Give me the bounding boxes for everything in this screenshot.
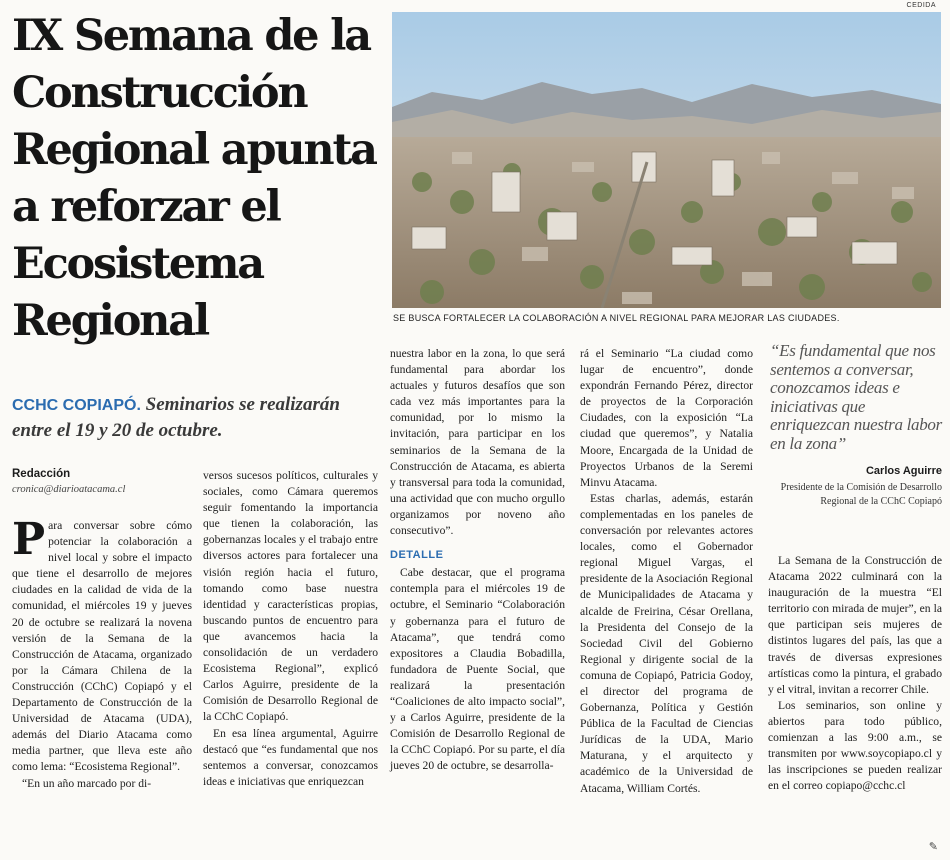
paragraph: En esa línea argumental, Aguirre destacó que “es fundamental que nos sentemos a conversar, conozcamos ideas e iniciativas que enriquezcan bbox=[203, 726, 378, 788]
byline-email[interactable]: cronica@diarioatacama.cl bbox=[12, 484, 126, 495]
subhead: Seminarios se realizarán entre el 19 y 20 de octubre. bbox=[12, 394, 340, 441]
column-2 bbox=[203, 468, 378, 790]
paragraph: La Semana de la Construcción de Atacama 2022 culminará con la inauguración de la muestra “El territorio con mirada de mujer”, en la que participan seis mujeres de distintos lugares del país, las que a través de diversas expresiones artísticas como la pintura, el grabado y el vitral, invitan a recorrer Chile. bbox=[768, 554, 942, 696]
paragraph: nuestra labor en la zona, lo que será fundamental para abordar los actuales y futuros desafíos que son cada vez más importantes para la comunidad, por lo mismo la invitación, para participar en los seminarios de la Semana de la Construcción de Atacama, es abierta y transversal para toda la comunidad, una actividad que con mucho orgullo organizamos por noveno año consecutivo”. bbox=[390, 347, 565, 538]
dropcap: P bbox=[12, 514, 46, 565]
pull-quote-role: Presidente de la Comisión de Desarrollo Regional de la CChC Copiapó bbox=[780, 482, 942, 507]
end-of-article-icon: ✎ bbox=[928, 840, 938, 853]
city-photo-illustration bbox=[392, 12, 941, 308]
column-3 bbox=[390, 346, 565, 774]
pull-quote-author: Carlos Aguirre bbox=[865, 465, 942, 477]
kicker: CCHC COPIAPÓ. bbox=[12, 397, 141, 414]
column-4 bbox=[580, 346, 753, 797]
paragraph: Estas charlas, además, estarán complementadas en los paneles de conversación por relevantes actores locales, como el Gobernador regional Miguel Vargas, el presidente de la Asociación Regional de Municipalidades de Atacama y alcalde de Freirina, César Orellana, la Presidenta del Consejo de la Sociedad Civil del Gobierno Regional y dirigente social de la comuna de Copiapó, Patricia Godoy, el director del programa de Gobernanza, Política y Gestión Pública de la Facultad de Ciencias Jurídicas de la UDA, Mario Maturana, y el arquitecto y académico de la Universidad de Atacama, William Cortés. bbox=[580, 491, 753, 795]
column-5 bbox=[768, 553, 942, 794]
section-heading-detalle: DETALLE bbox=[390, 549, 444, 562]
byline bbox=[12, 468, 192, 495]
paragraph: versos sucesos políticos, culturales y sociales, como Cámara queremos seguir fomentando la importancia que tienen la colaboración, las gobernanzas locales y el trabajo entre diversos actores para fortalecer una visión región hacia el futuro, tomando como base nuestra identidad y características propias, buscando puntos de encuentro para que avancemos hacia la consolidación de un verdadero Ecosistema Regional”, explicó Carlos Aguirre, presidente de la Comisión de Desarrollo Regional de la CChC Copiapó. bbox=[203, 469, 378, 724]
paragraph-text: ara conversar sobre cómo potenciar la colaboración a nivel local y sobre el impacto que tiene el desarrollo de mejores ciudades en la calidad de vida de la comunidad, el miércoles 19 y jueves 20 de octubre se realizará la novena versión de la Semana de la Construcción de Atacama, organizado por la Cámara Chilena de la Construcción (CChC) Copiapó y el Departamento de Construcción de la Universidad de Atacama (UDA), además del Diario Atacama como media partner, que lleva este año como lema: “Ecosistema Regional”. bbox=[12, 519, 192, 774]
photo-credit: CEDIDA bbox=[906, 2, 936, 9]
paragraph: “En un año marcado por di- bbox=[22, 776, 152, 790]
column-1 bbox=[12, 514, 192, 792]
lead-paragraph bbox=[12, 514, 192, 776]
paragraph: Los seminarios, son online y abiertos para todo público, comienzan a las 9:00 a.m., se transmiten por www.soycopiapo.cl y las inscripciones se pueden realizar en el correo copiapo@cchc.cl bbox=[768, 698, 942, 793]
byline-name: Redacción bbox=[12, 468, 71, 480]
photo-caption: SE BUSCA FORTALECER LA COLABORACIÓN A NIVEL REGIONAL PARA MEJORAR LAS CIUDADES. bbox=[393, 313, 840, 323]
paragraph: Cabe destacar, que el programa contempla para el miércoles 19 de octubre, el Seminario “Colaboración y gobernanza para el futuro de Atacama”, que tendrá como expositores a Claudia Bobadilla, fundadora de Puente Social, que realizará la presentación “Coaliciones de alto impacto social”, y a Carlos Aguirre, presidente de la Comisión de Desarrollo Regional de la CChC Copiapó. Por su parte, el día jueves 20 de octubre, se desarrolla- bbox=[390, 566, 565, 773]
headline: IX Semana de la Construcción Regional apunta a reforzar el Ecosistema Regional bbox=[12, 11, 376, 346]
paragraph: rá el Seminario “La ciudad como lugar de encuentro”, donde expondrán Fernando Pérez, director de proyectos de la Corporación Ciudades, con la exposición “La ciudad que queremos”, y Natalia Moore, Encargada de la Unidad de Proyectos Urbanos de la Seremi Minvu Atacama. bbox=[580, 347, 753, 489]
pull-quote bbox=[770, 342, 942, 509]
kicker-block bbox=[12, 392, 382, 443]
pull-quote-text: “Es fundamental que nos sentemos a conversar, conozcamos ideas e iniciativas que enriquezcan nuestra labor en la zona” bbox=[770, 341, 942, 453]
city-photo bbox=[392, 12, 941, 308]
